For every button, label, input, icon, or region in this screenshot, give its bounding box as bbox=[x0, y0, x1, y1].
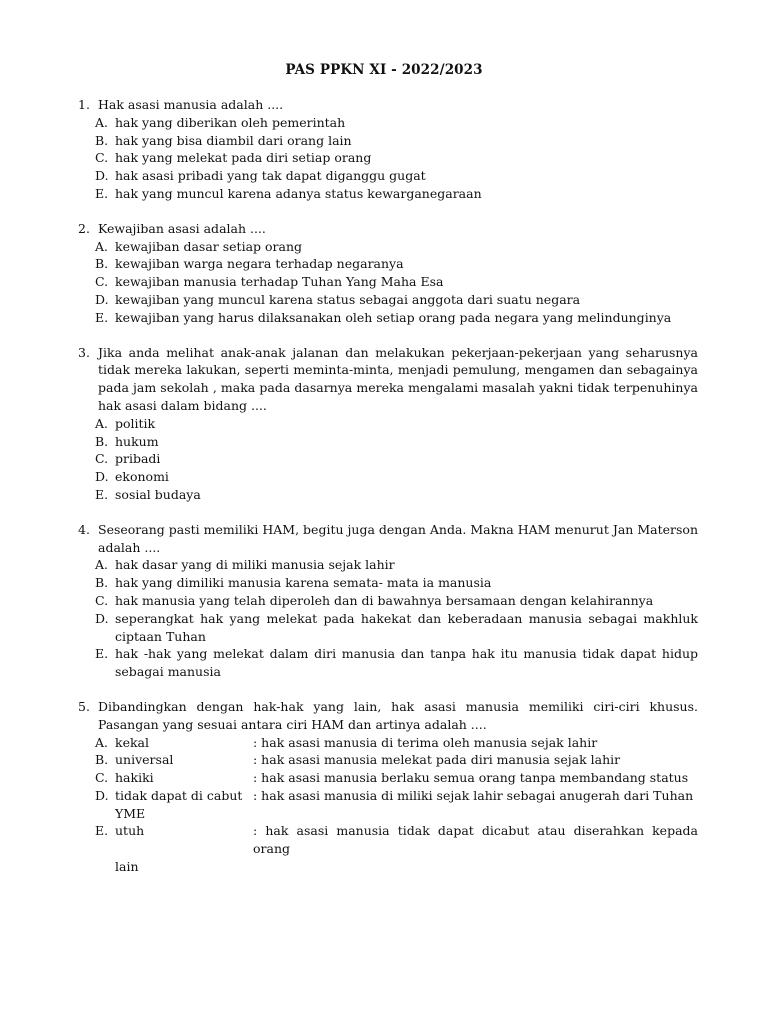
option-d bbox=[78, 787, 698, 823]
option-a bbox=[78, 114, 698, 132]
option-text: hak asasi pribadi yang tak dapat diganggu gugat bbox=[115, 168, 426, 184]
option-term: tidak dapat di cabut bbox=[115, 787, 243, 803]
question-text: Jika anda melihat anak-anak jalanan dan melakukan pekerjaan-pekerjaan yang seharusnya tidak mereka lakukan, seperti meminta-minta, menjadi pemulung, mengamen dan sebagainya pada jam sekolah , maka pada dasarnya mereka mengalami masalah yakni tidak terpenuhinya hak asasi dalam bidang .... bbox=[98, 344, 698, 413]
option-letter: D. bbox=[95, 469, 109, 485]
option-term: kekal bbox=[115, 734, 149, 750]
option-text: seperangkat hak yang melekat pada hakekat dan keberadaan manusia sebagai makhluk ciptaan Tuhan bbox=[115, 610, 698, 644]
option-text: kewajiban dasar setiap orang bbox=[115, 238, 303, 254]
option-b bbox=[78, 255, 698, 273]
option-text: hak yang dimiliki manusia karena semata- mata ia manusia bbox=[115, 575, 492, 591]
option-text: hak manusia yang telah diperoleh dan di bawahnya bersamaan dengan kelahirannya bbox=[115, 592, 654, 608]
option-b bbox=[78, 433, 698, 451]
question-number: 2. bbox=[78, 220, 90, 236]
option-letter: B. bbox=[95, 752, 109, 768]
option-d bbox=[78, 291, 698, 309]
option-a bbox=[78, 734, 698, 752]
option-meaning: : hak asasi manusia di terima oleh manusia sejak lahir bbox=[253, 734, 598, 750]
option-c bbox=[78, 769, 698, 787]
option-letter: B. bbox=[95, 433, 109, 449]
option-text: hak -hak yang melekat dalam diri manusia dan tanpa hak itu manusia tidak dapat hidup sebagai manusia bbox=[115, 646, 698, 680]
option-term: hakiki bbox=[115, 770, 154, 786]
option-letter: B. bbox=[95, 256, 109, 272]
option-a bbox=[78, 415, 698, 433]
question-stem bbox=[78, 344, 698, 415]
question-5 bbox=[78, 698, 698, 876]
option-e bbox=[78, 822, 698, 875]
option-letter: D. bbox=[95, 610, 109, 626]
question-stem bbox=[78, 96, 698, 114]
option-d bbox=[78, 468, 698, 486]
option-text: hak yang muncul karena adanya status kewarganegaraan bbox=[115, 185, 482, 201]
option-c bbox=[78, 273, 698, 291]
option-meaning: : hak asasi manusia di miliki sejak lahir sebagai anugerah dari Tuhan bbox=[253, 787, 694, 803]
question-stem bbox=[78, 521, 698, 557]
option-d bbox=[78, 610, 698, 646]
option-text: kewajiban manusia terhadap Tuhan Yang Maha Esa bbox=[115, 274, 444, 290]
option-meaning: : hak asasi manusia tidak dapat dicabut atau diserahkan kepada orang bbox=[253, 823, 698, 857]
question-1 bbox=[78, 96, 698, 203]
option-letter: E. bbox=[95, 185, 109, 201]
question-3 bbox=[78, 344, 698, 504]
option-letter: C. bbox=[95, 150, 109, 166]
option-c bbox=[78, 149, 698, 167]
option-e bbox=[78, 486, 698, 504]
option-text: ekonomi bbox=[115, 469, 169, 485]
option-text: kewajiban warga negara terhadap negaranya bbox=[115, 256, 404, 272]
question-stem bbox=[78, 220, 698, 238]
option-meaning: : hak asasi manusia berlaku semua orang tanpa membandang status bbox=[253, 770, 689, 786]
option-letter: E. bbox=[95, 309, 109, 325]
option-letter: C. bbox=[95, 592, 109, 608]
option-letter: C. bbox=[95, 451, 109, 467]
option-letter: A. bbox=[95, 114, 109, 130]
option-text: hukum bbox=[115, 433, 159, 449]
option-b bbox=[78, 132, 698, 150]
option-text: hak yang diberikan oleh pemerintah bbox=[115, 114, 346, 130]
question-list bbox=[78, 96, 698, 893]
option-term: utuh bbox=[115, 823, 145, 839]
option-letter: E. bbox=[95, 646, 109, 662]
option-letter: A. bbox=[95, 734, 109, 750]
option-letter: A. bbox=[95, 238, 109, 254]
option-letter: E. bbox=[95, 486, 109, 502]
option-a bbox=[78, 556, 698, 574]
option-e bbox=[78, 645, 698, 681]
question-stem bbox=[78, 698, 698, 734]
option-letter: D. bbox=[95, 291, 109, 307]
option-letter: A. bbox=[95, 415, 109, 431]
option-letter: B. bbox=[95, 132, 109, 148]
option-b bbox=[78, 574, 698, 592]
question-text: Seseorang pasti memiliki HAM, begitu juga dengan Anda. Makna HAM menurut Jan Materson adalah .... bbox=[98, 521, 698, 555]
option-letter: B. bbox=[95, 575, 109, 591]
question-4 bbox=[78, 521, 698, 681]
option-meaning: : hak asasi manusia melekat pada diri manusia sejak lahir bbox=[253, 752, 621, 768]
option-letter: A. bbox=[95, 557, 109, 573]
question-text: Dibandingkan dengan hak-hak yang lain, hak asasi manusia memiliki ciri-ciri khusus. Pasangan yang sesuai antara ciri HAM dan artinya adalah .... bbox=[98, 698, 698, 732]
option-letter: D. bbox=[95, 168, 109, 184]
option-text: kewajiban yang harus dilaksanakan oleh setiap orang pada negara yang melindunginya bbox=[115, 309, 672, 325]
option-continuation: lain bbox=[115, 859, 139, 875]
option-text: hak dasar yang di miliki manusia sejak lahir bbox=[115, 557, 395, 573]
question-text: Kewajiban asasi adalah .... bbox=[98, 220, 266, 236]
option-e bbox=[78, 309, 698, 327]
option-letter: C. bbox=[95, 274, 109, 290]
option-continuation: YME bbox=[115, 805, 146, 821]
page-title: PAS PPKN XI - 2022/2023 bbox=[285, 62, 483, 78]
question-number: 3. bbox=[78, 344, 90, 360]
option-text: hak yang bisa diambil dari orang lain bbox=[115, 132, 352, 148]
question-number: 1. bbox=[78, 97, 90, 112]
option-letter: D. bbox=[95, 787, 109, 803]
option-a bbox=[78, 238, 698, 256]
option-term: universal bbox=[115, 752, 174, 768]
question-number: 5. bbox=[78, 698, 90, 714]
option-text: politik bbox=[115, 415, 156, 431]
option-text: kewajiban yang muncul karena status sebagai anggota dari suatu negara bbox=[115, 291, 581, 307]
question-number: 4. bbox=[78, 521, 90, 537]
option-letter: E. bbox=[95, 823, 109, 839]
option-letter: C. bbox=[95, 770, 109, 786]
question-2 bbox=[78, 220, 698, 327]
option-e bbox=[78, 185, 698, 203]
question-text: Hak asasi manusia adalah .... bbox=[98, 97, 284, 112]
option-text: pribadi bbox=[115, 451, 161, 467]
option-c bbox=[78, 450, 698, 468]
option-text: sosial budaya bbox=[115, 486, 201, 502]
option-b bbox=[78, 751, 698, 769]
option-text: hak yang melekat pada diri setiap orang bbox=[115, 150, 372, 166]
option-d bbox=[78, 167, 698, 185]
option-c bbox=[78, 592, 698, 610]
